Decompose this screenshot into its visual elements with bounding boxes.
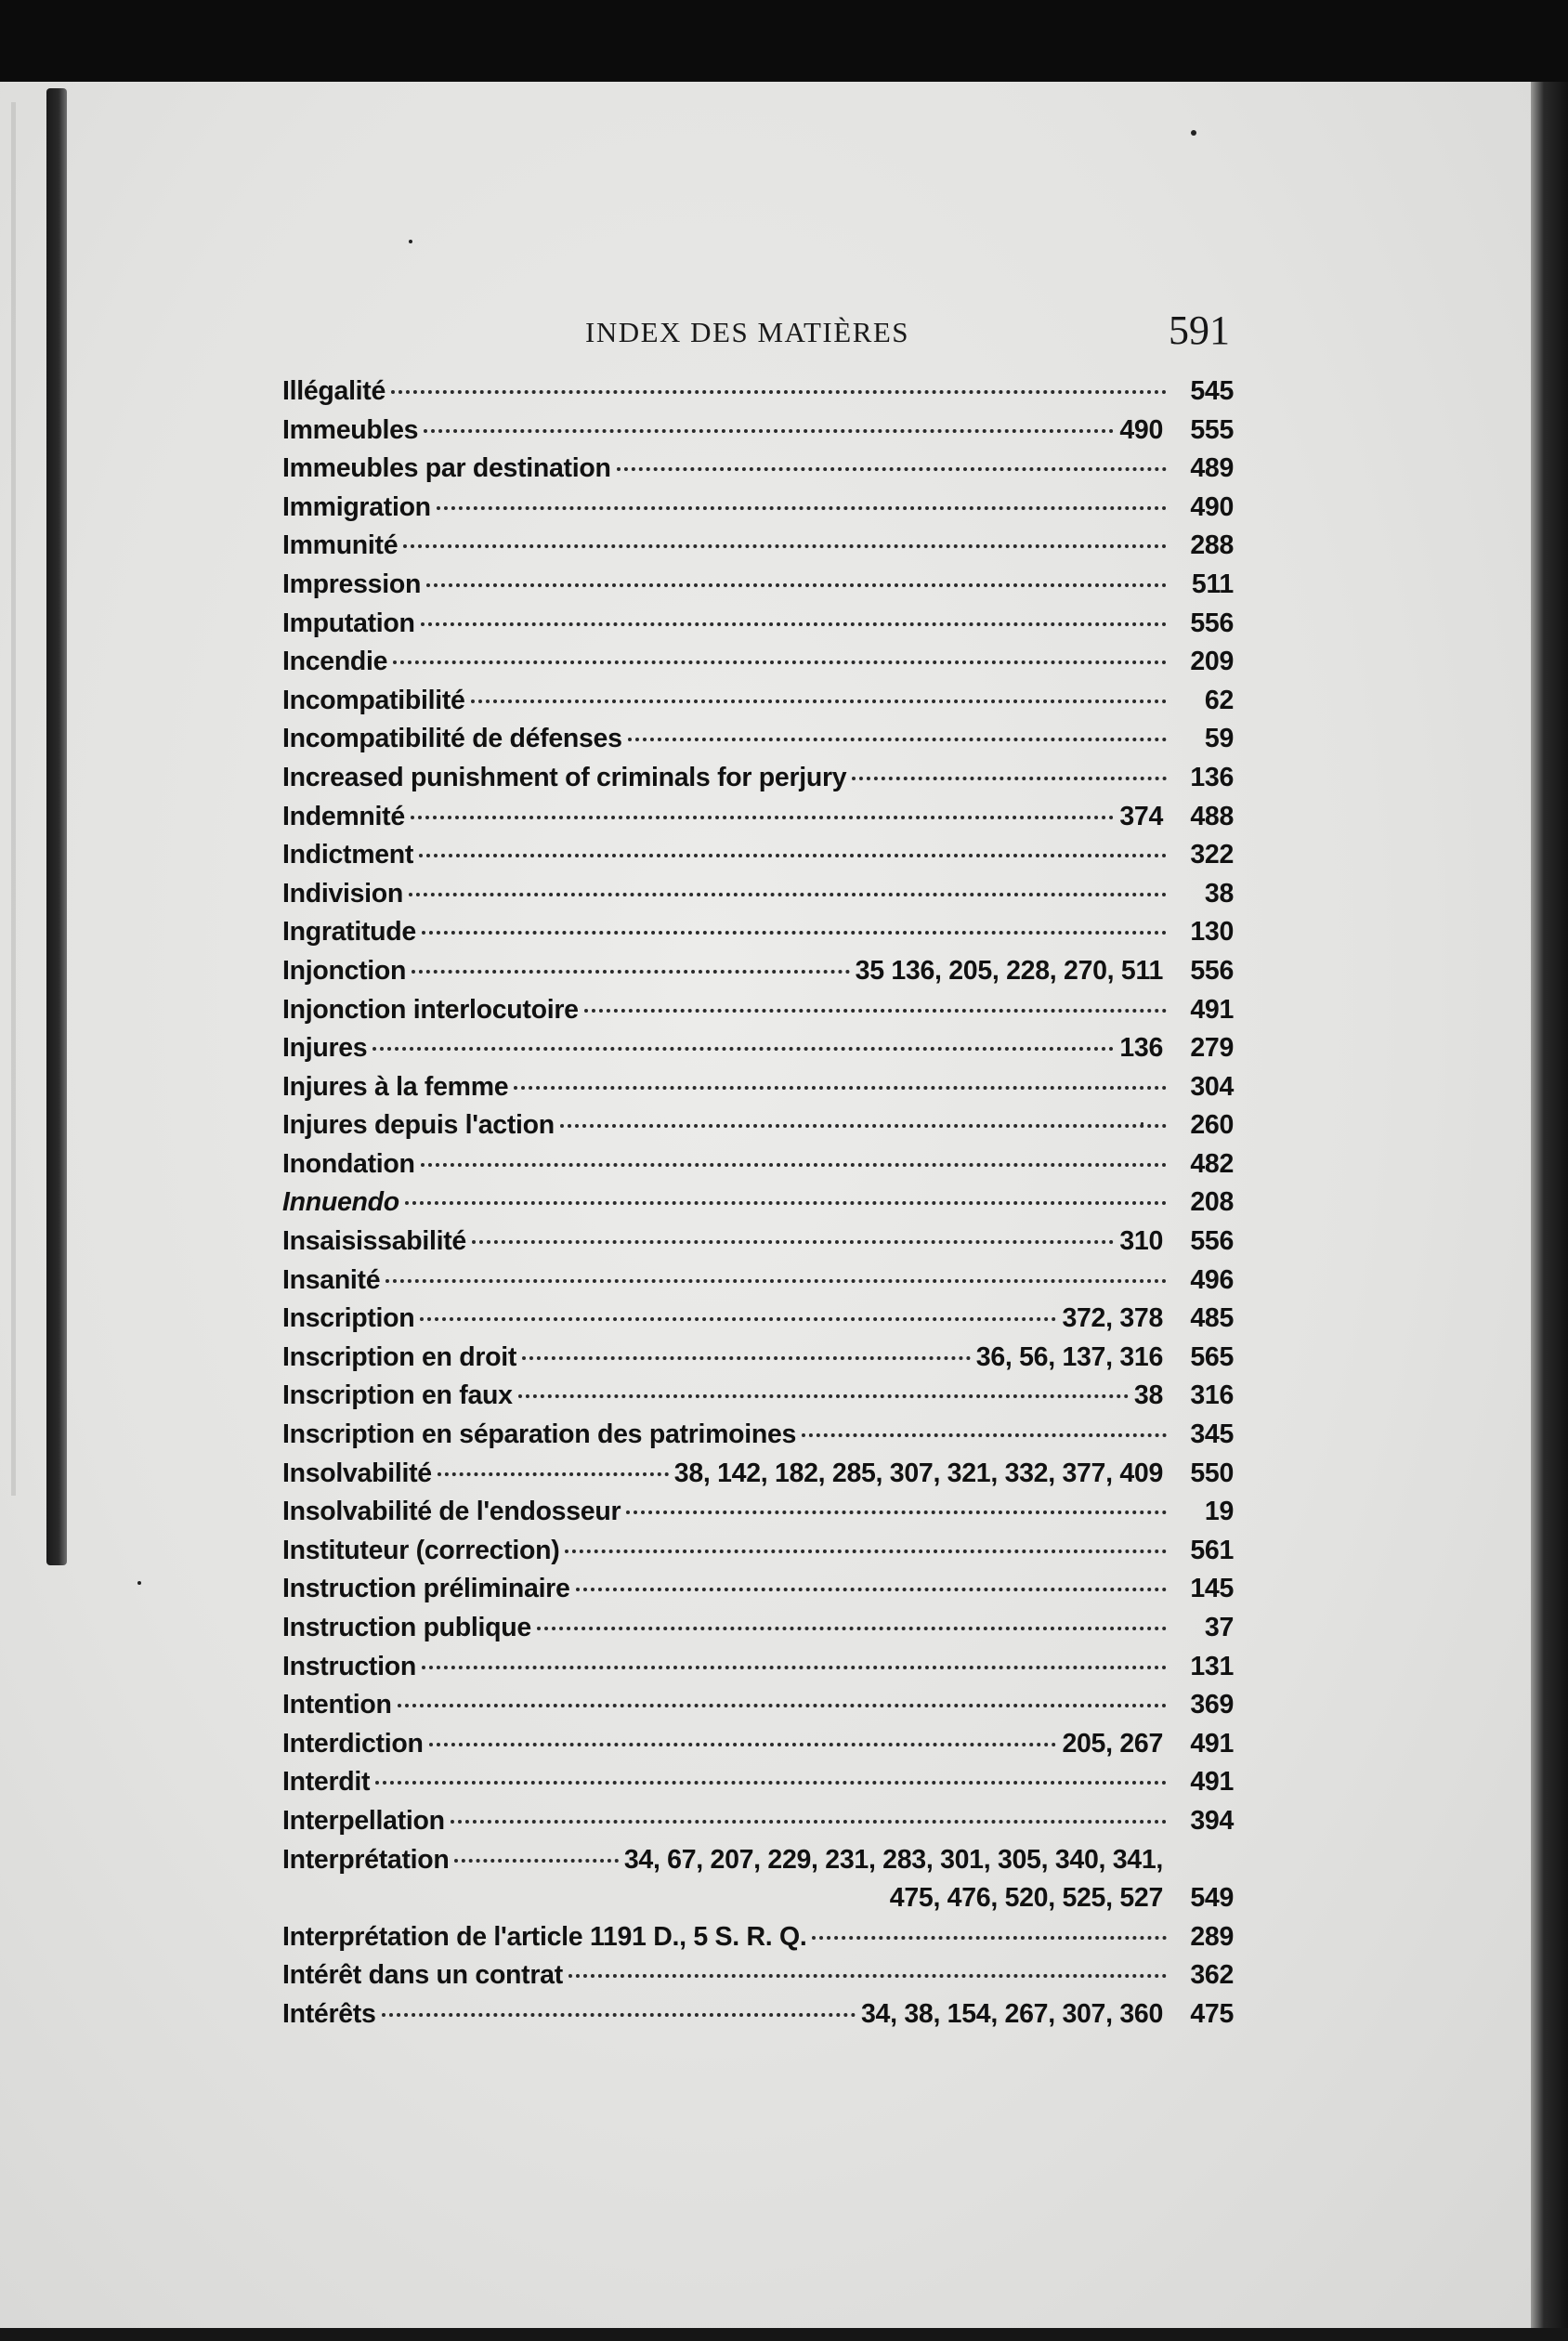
index-entry: [282, 879, 1234, 918]
entry-page: 19: [1204, 1497, 1234, 1527]
index-entry: [282, 1458, 1234, 1497]
index-entry: [282, 1342, 1234, 1381]
entry-page: 489: [1190, 453, 1234, 484]
entry-page: 488: [1190, 801, 1234, 831]
index-entry: [282, 1960, 1234, 1999]
dot-leader: [472, 1240, 1114, 1244]
entry-page: 304: [1190, 1071, 1234, 1102]
entry-term: Immeubles par destination: [282, 453, 611, 484]
entry-term: Interprétation de l'article 1191 D., 5 S. R. Q.: [282, 1921, 807, 1952]
entry-references: 34, 38, 154, 267, 307, 360: [861, 1998, 1163, 2029]
entry-page: 209: [1190, 647, 1234, 677]
entry-term: Interprétation: [282, 1844, 450, 1875]
entry-page: 37: [1204, 1613, 1234, 1642]
index-entry: [282, 1922, 1234, 1961]
index-entry: [282, 1380, 1234, 1419]
dot-leader: [422, 1666, 1167, 1669]
index-entry: [282, 608, 1234, 647]
right-page-edge: [1531, 82, 1568, 2341]
entry-page: 565: [1190, 1341, 1234, 1372]
entry-term: Inscription en droit: [282, 1341, 517, 1372]
page-spine-shadow: [46, 88, 67, 1565]
print-speck: [137, 1581, 141, 1585]
entry-page: 288: [1190, 530, 1234, 561]
dot-leader: [411, 816, 1114, 819]
entry-page: 561: [1190, 1535, 1234, 1565]
entry-term: Indictment: [282, 840, 414, 870]
entry-term: Immunité: [282, 530, 399, 561]
entry-term: Intention: [282, 1690, 392, 1720]
entry-references: 372, 378: [1062, 1303, 1163, 1334]
index-entry: [282, 1187, 1234, 1226]
entry-term: Instituteur (correction): [282, 1535, 560, 1565]
index-entry: [282, 917, 1234, 956]
dot-leader: [852, 777, 1167, 780]
dot-leader: [617, 467, 1167, 471]
dot-leader: [565, 1550, 1167, 1553]
dot-leader: [438, 1472, 669, 1476]
dot-leader: [422, 931, 1167, 935]
dot-leader: [812, 1936, 1167, 1940]
running-title: INDEX DES MATIÈRES: [585, 316, 910, 348]
entry-term: Interdit: [282, 1767, 371, 1798]
dot-leader: [409, 893, 1167, 896]
entry-term: Impression: [282, 569, 422, 599]
dot-leader: [421, 1163, 1167, 1167]
index-entry: [282, 840, 1234, 879]
entry-page: 545: [1190, 376, 1234, 406]
index-entry: [282, 995, 1234, 1034]
dot-leader: [518, 1394, 1129, 1398]
index-entry: [282, 1729, 1234, 1768]
entry-term: Indemnité: [282, 801, 405, 831]
index-entry: [282, 1072, 1234, 1111]
entry-references: 34, 67, 207, 229, 231, 283, 301, 305, 340, 341,: [623, 1844, 1163, 1875]
page-edge-strip: [11, 102, 16, 1496]
index-entry: [282, 1536, 1234, 1575]
dot-leader: [584, 1009, 1167, 1013]
dot-leader: [514, 1086, 1167, 1090]
index-entry: [282, 1574, 1234, 1613]
entry-references: 205, 267: [1062, 1728, 1163, 1759]
entry-page: 485: [1190, 1303, 1234, 1334]
dot-leader: [382, 2013, 856, 2017]
index-entry: [282, 1806, 1234, 1845]
entry-term: Increased punishment of criminals for perjury: [282, 762, 847, 792]
entry-term: Inscription en séparation des patrimoines: [282, 1419, 797, 1450]
entry-page: 130: [1190, 917, 1234, 948]
index-entry: [282, 1110, 1234, 1149]
entry-page: 279: [1190, 1033, 1234, 1064]
index-entry: [282, 1999, 1234, 2038]
entry-term: Injures depuis l'action: [282, 1110, 555, 1141]
entry-references: 36, 56, 137, 316: [975, 1341, 1163, 1372]
entry-term: Instruction: [282, 1651, 416, 1681]
entry-page: 208: [1190, 1187, 1234, 1218]
dot-leader: [393, 660, 1167, 664]
index-entry-continuation: [282, 1883, 1234, 1922]
entry-references: 38: [1133, 1380, 1163, 1411]
entry-page: 145: [1190, 1574, 1234, 1604]
entry-term: Imputation: [282, 608, 415, 638]
entry-term: Intérêts: [282, 1998, 376, 2029]
entry-term: Immigration: [282, 491, 431, 522]
dot-leader: [429, 1743, 1057, 1746]
index-entry: [282, 492, 1234, 531]
dot-leader: [375, 1781, 1167, 1785]
dot-leader: [522, 1356, 971, 1360]
entry-page: 59: [1204, 724, 1234, 754]
dot-leader: [421, 622, 1167, 626]
entry-page: 289: [1190, 1921, 1234, 1952]
dot-leader: [454, 1859, 618, 1863]
dot-leader: [568, 1974, 1167, 1978]
dot-leader: [802, 1433, 1167, 1437]
dot-leader: [437, 506, 1167, 510]
entry-references: 38, 142, 182, 285, 307, 321, 332, 377, 409: [673, 1458, 1163, 1488]
entry-term: Innuendo: [282, 1187, 399, 1218]
entry-page: 490: [1190, 491, 1234, 522]
entry-page: 322: [1190, 840, 1234, 870]
dot-leader: [398, 1704, 1167, 1707]
dot-leader: [451, 1820, 1167, 1824]
entry-term: Interpellation: [282, 1805, 445, 1836]
entry-term: Incompatibilité de défenses: [282, 724, 622, 754]
entry-page: 556: [1190, 608, 1234, 638]
entry-term: Incendie: [282, 647, 388, 677]
index-entry: [282, 956, 1234, 995]
index-entry: [282, 1303, 1234, 1342]
entry-page: 556: [1190, 955, 1234, 986]
entry-page: 491: [1190, 1728, 1234, 1759]
dot-leader: [576, 1588, 1167, 1591]
dot-leader: [385, 1279, 1167, 1283]
entry-page: 394: [1190, 1805, 1234, 1836]
entry-page: 555: [1190, 414, 1234, 445]
entry-term: Insanité: [282, 1264, 381, 1295]
dot-leader: [471, 700, 1167, 703]
entry-page: 491: [1190, 994, 1234, 1025]
bottom-page-edge: [0, 2328, 1568, 2341]
page-number: 591: [1169, 307, 1230, 353]
entry-page: 511: [1191, 569, 1234, 599]
index-entry: [282, 1149, 1234, 1188]
entry-page: 316: [1190, 1380, 1234, 1411]
entry-term: Indivision: [282, 878, 404, 909]
entry-term: Injures: [282, 1033, 368, 1064]
entry-term: Injonction interlocutoire: [282, 994, 579, 1025]
entry-references: 374: [1119, 801, 1163, 831]
entry-page: 482: [1190, 1148, 1234, 1179]
entry-term: Immeubles: [282, 414, 419, 445]
entry-page: 556: [1190, 1226, 1234, 1257]
dot-leader: [426, 583, 1167, 587]
dot-leader: [537, 1627, 1167, 1630]
entry-term: Ingratitude: [282, 917, 416, 948]
entry-term: Insaisissabilité: [282, 1226, 466, 1257]
entry-references: 490: [1119, 414, 1163, 445]
entry-page: 475: [1190, 1998, 1234, 2029]
index-entry: [282, 1265, 1234, 1304]
dot-leader: [626, 1511, 1167, 1514]
index-entry: [282, 1845, 1234, 1884]
index-entry: [282, 569, 1234, 608]
entry-term: Intérêt dans un contrat: [282, 1960, 563, 1991]
dot-leader: [419, 854, 1167, 857]
entry-term: Interdiction: [282, 1728, 424, 1759]
dot-leader: [403, 544, 1167, 548]
entry-page: 131: [1190, 1651, 1234, 1681]
index-entry: [282, 647, 1234, 686]
entry-page: 362: [1190, 1960, 1234, 1991]
entry-term: Instruction publique: [282, 1613, 531, 1642]
index-entry: [282, 1767, 1234, 1806]
entry-term: Inondation: [282, 1148, 415, 1179]
index-entries: [282, 376, 1234, 2038]
dot-leader: [405, 1201, 1167, 1205]
entry-term: Instruction préliminaire: [282, 1574, 570, 1604]
dot-leader: [424, 429, 1114, 433]
index-entry: [282, 1419, 1234, 1458]
entry-references: 475, 476, 520, 525, 527: [889, 1883, 1163, 1914]
entry-page: 38: [1204, 878, 1234, 909]
print-speck: [409, 240, 412, 243]
entry-page: 345: [1190, 1419, 1234, 1450]
dot-leader: [372, 1047, 1114, 1051]
entry-term: Insolvabilité: [282, 1458, 432, 1488]
entry-term: Insolvabilité de l'endosseur: [282, 1497, 621, 1527]
index-entry: [282, 1613, 1234, 1652]
entry-page: 549: [1190, 1883, 1234, 1914]
index-entry: [282, 415, 1234, 454]
dot-leader: [420, 1317, 1056, 1321]
index-entry: [282, 1033, 1234, 1072]
index-entry: [282, 530, 1234, 569]
entry-page: 260: [1190, 1110, 1234, 1141]
dot-leader: [560, 1124, 1167, 1128]
entry-term: Injures à la femme: [282, 1071, 509, 1102]
print-speck: [1191, 130, 1196, 136]
dot-leader: [391, 390, 1167, 394]
entry-term: Incompatibilité: [282, 685, 465, 715]
entry-page: 62: [1204, 685, 1234, 715]
index-entry: [282, 1226, 1234, 1265]
entry-references: 136: [1119, 1033, 1163, 1064]
page-header: [279, 307, 1230, 362]
entry-term: Inscription: [282, 1303, 415, 1334]
entry-page: 136: [1190, 762, 1234, 792]
entry-page: 491: [1190, 1767, 1234, 1798]
entry-term: Injonction: [282, 955, 407, 986]
index-entry: [282, 724, 1234, 763]
entry-term: Inscription en faux: [282, 1380, 513, 1411]
index-entry: [282, 376, 1234, 415]
index-entry: [282, 686, 1234, 725]
entry-page: 496: [1190, 1264, 1234, 1295]
index-entry: [282, 1690, 1234, 1729]
entry-term: Illégalité: [282, 376, 386, 406]
dot-leader: [412, 970, 850, 974]
index-entry: [282, 763, 1234, 802]
dot-leader: [628, 738, 1167, 741]
entry-references: 35 136, 205, 228, 270, 511: [855, 955, 1163, 986]
index-entry: [282, 802, 1234, 841]
entry-page: 369: [1190, 1690, 1234, 1720]
entry-page: 550: [1190, 1458, 1234, 1488]
entry-references: 310: [1119, 1226, 1163, 1257]
index-entry: [282, 1652, 1234, 1691]
index-entry: [282, 1497, 1234, 1536]
index-entry: [282, 453, 1234, 492]
